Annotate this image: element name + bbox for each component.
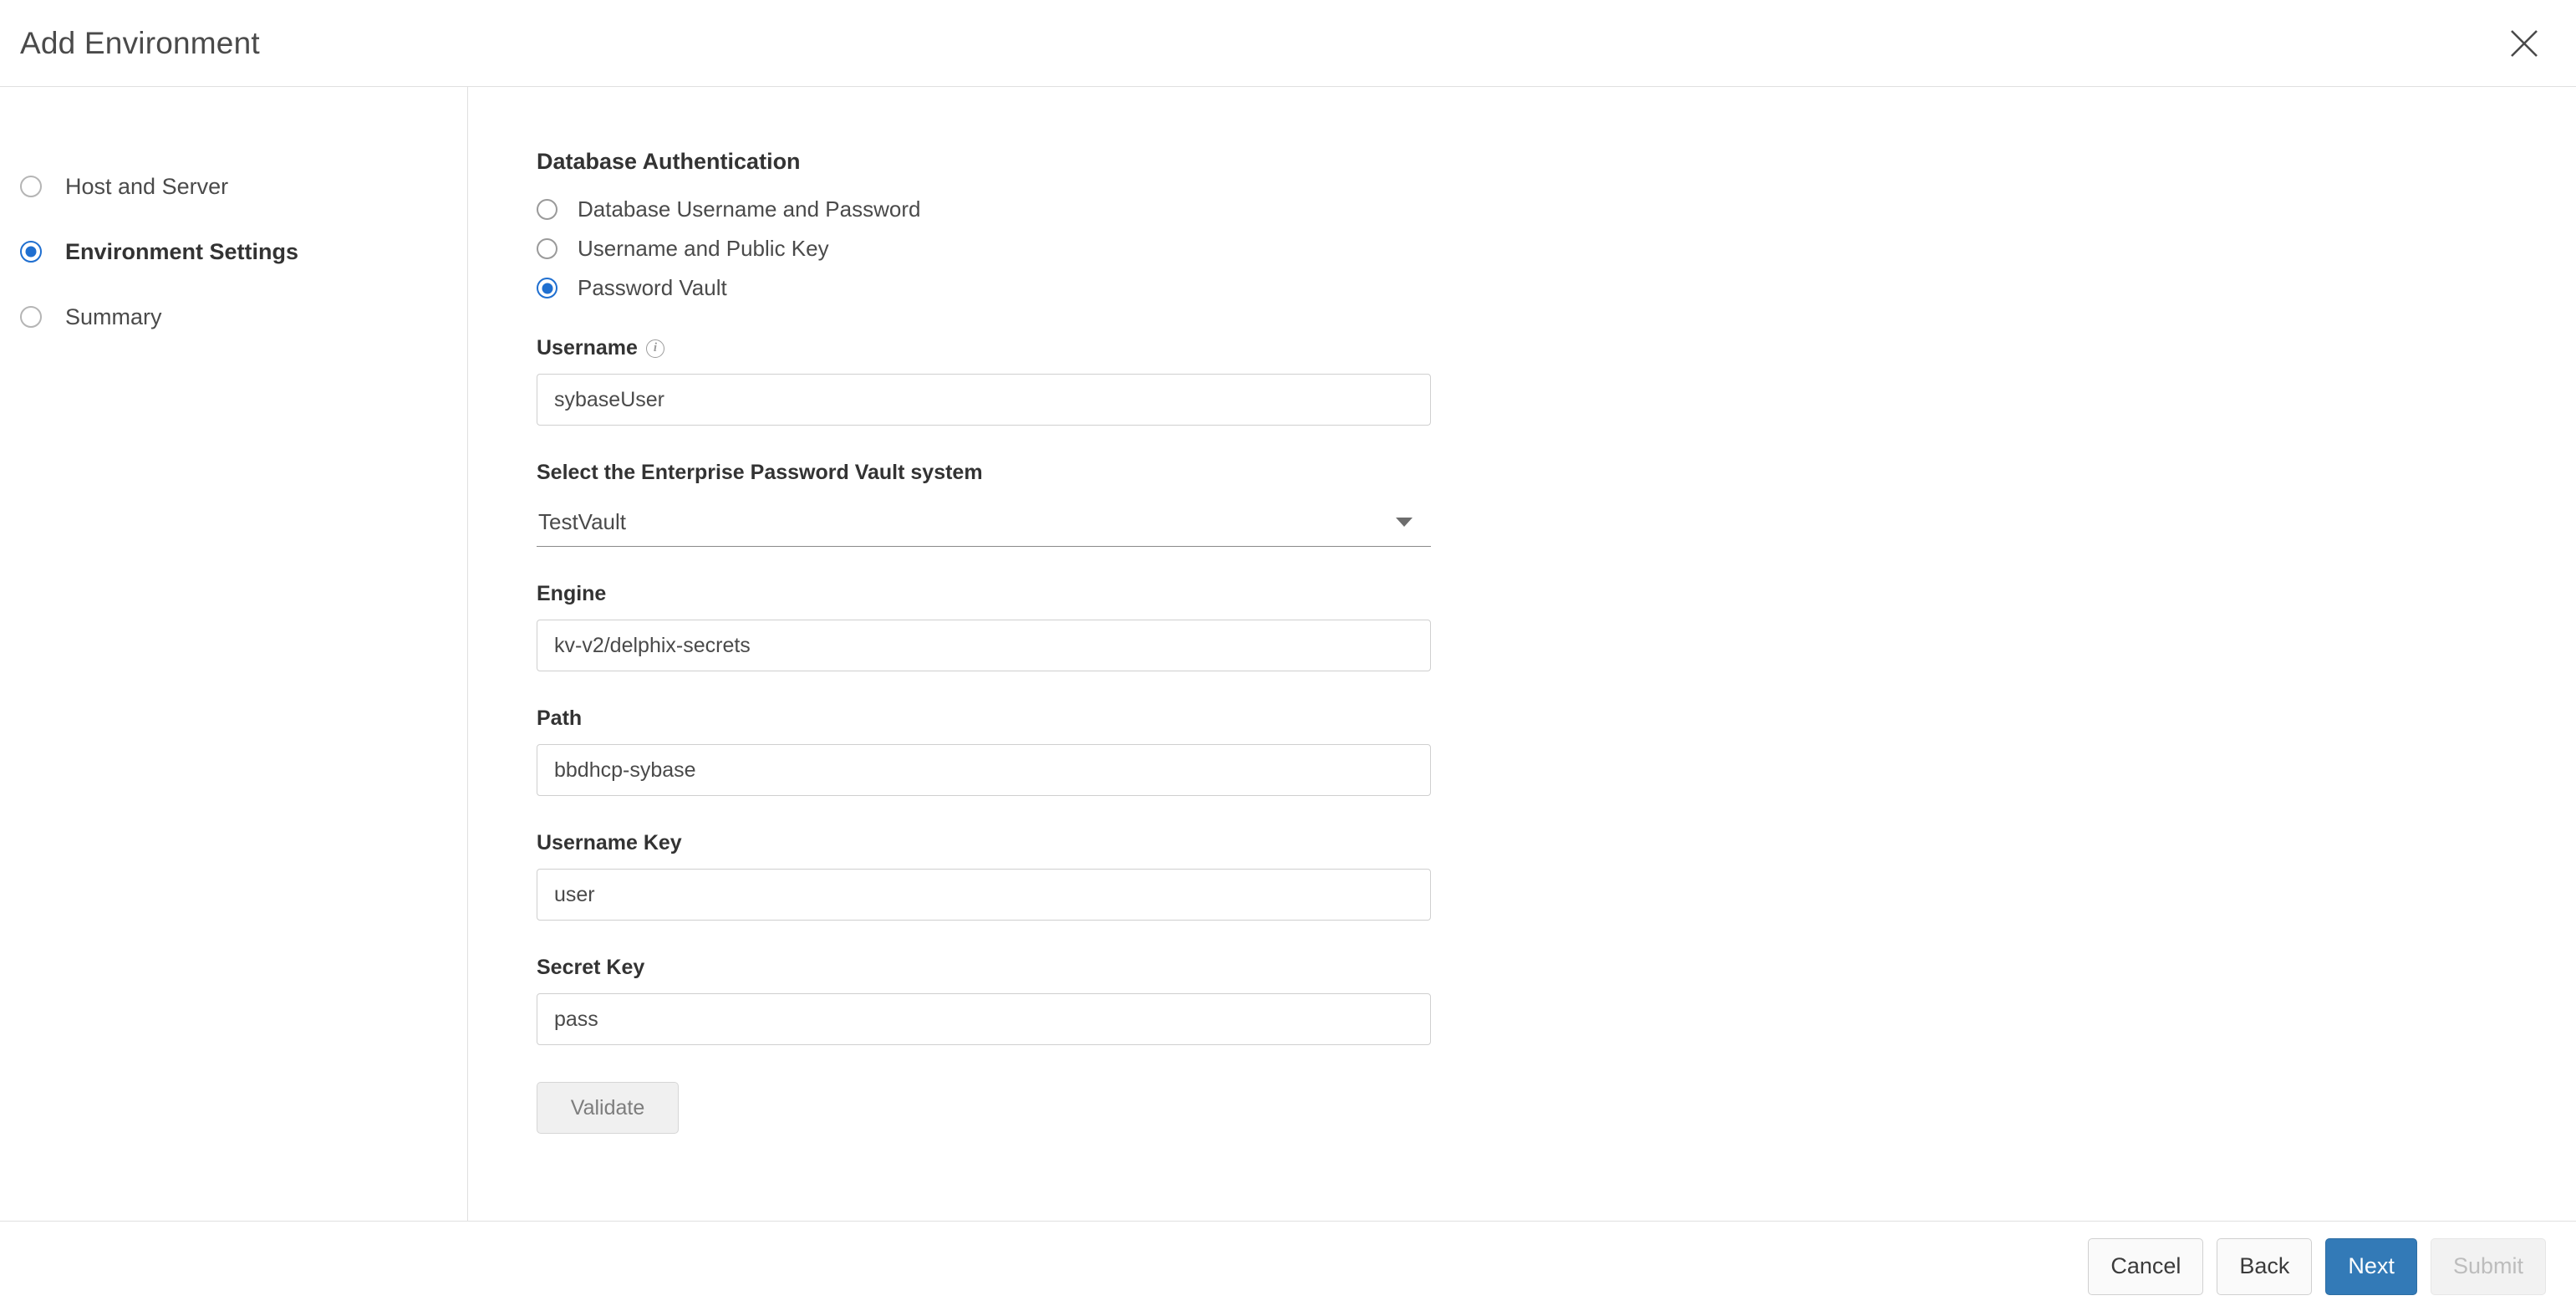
wizard-stepper bbox=[0, 87, 468, 1221]
sidebar-item-label: Host and Server bbox=[65, 173, 229, 199]
dialog-footer bbox=[0, 1221, 2576, 1311]
radio-selected-icon bbox=[537, 278, 557, 298]
username-input[interactable]: sybaseUser bbox=[537, 374, 1431, 426]
chevron-down-icon bbox=[1396, 518, 1413, 527]
vault-system-label: Select the Enterprise Password Vault system bbox=[537, 461, 983, 484]
vault-system-selected-value: TestVault bbox=[538, 509, 627, 534]
submit-button: Submit bbox=[2431, 1238, 2546, 1295]
dialog-body bbox=[0, 87, 2576, 1221]
secret-key-label: Secret Key bbox=[537, 956, 645, 979]
secret-key-field-group bbox=[537, 956, 2576, 1045]
sidebar-item-label: Environment Settings bbox=[65, 238, 299, 264]
username-label-text: Username bbox=[537, 336, 638, 360]
step-radio-icon bbox=[20, 306, 42, 328]
sidebar-item-environment-settings[interactable] bbox=[0, 219, 467, 284]
step-radio-selected-icon bbox=[20, 241, 42, 263]
validate-button[interactable]: Validate bbox=[537, 1082, 679, 1134]
radio-icon bbox=[537, 199, 557, 220]
secret-key-input[interactable]: pass bbox=[537, 993, 1431, 1045]
environment-settings-form bbox=[468, 87, 2576, 1221]
sidebar-item-summary[interactable] bbox=[0, 284, 467, 349]
vault-system-field-group bbox=[537, 461, 2576, 547]
engine-label: Engine bbox=[537, 582, 607, 605]
cancel-button[interactable]: Cancel bbox=[2088, 1238, 2203, 1295]
info-icon[interactable]: i bbox=[646, 339, 664, 358]
sidebar-item-label: Summary bbox=[65, 304, 162, 329]
username-field-group bbox=[537, 336, 2576, 426]
engine-input[interactable]: kv-v2/delphix-secrets bbox=[537, 620, 1431, 671]
username-key-label: Username Key bbox=[537, 831, 682, 854]
radio-database-username-password[interactable] bbox=[537, 196, 2576, 222]
close-icon[interactable] bbox=[2502, 22, 2546, 65]
page-title: Add Environment bbox=[20, 25, 260, 60]
engine-field-group bbox=[537, 582, 2576, 671]
radio-label: Database Username and Password bbox=[578, 196, 921, 222]
radio-username-public-key[interactable] bbox=[537, 236, 2576, 262]
username-label bbox=[537, 336, 2576, 360]
dialog-header bbox=[0, 0, 2576, 87]
username-key-field-group bbox=[537, 831, 2576, 921]
radio-icon bbox=[537, 238, 557, 259]
sidebar-item-host-and-server[interactable] bbox=[0, 154, 467, 219]
radio-password-vault[interactable] bbox=[537, 275, 2576, 301]
database-authentication-heading: Database Authentication bbox=[537, 149, 801, 174]
path-input[interactable]: bbdhcp-sybase bbox=[537, 744, 1431, 796]
next-button[interactable]: Next bbox=[2325, 1238, 2417, 1295]
radio-label: Username and Public Key bbox=[578, 236, 829, 261]
path-label: Path bbox=[537, 707, 583, 730]
radio-label: Password Vault bbox=[578, 275, 727, 300]
back-button[interactable]: Back bbox=[2217, 1238, 2312, 1295]
step-radio-icon bbox=[20, 176, 42, 197]
vault-system-select[interactable] bbox=[537, 498, 1431, 547]
username-key-input[interactable]: user bbox=[537, 869, 1431, 921]
path-field-group bbox=[537, 707, 2576, 796]
